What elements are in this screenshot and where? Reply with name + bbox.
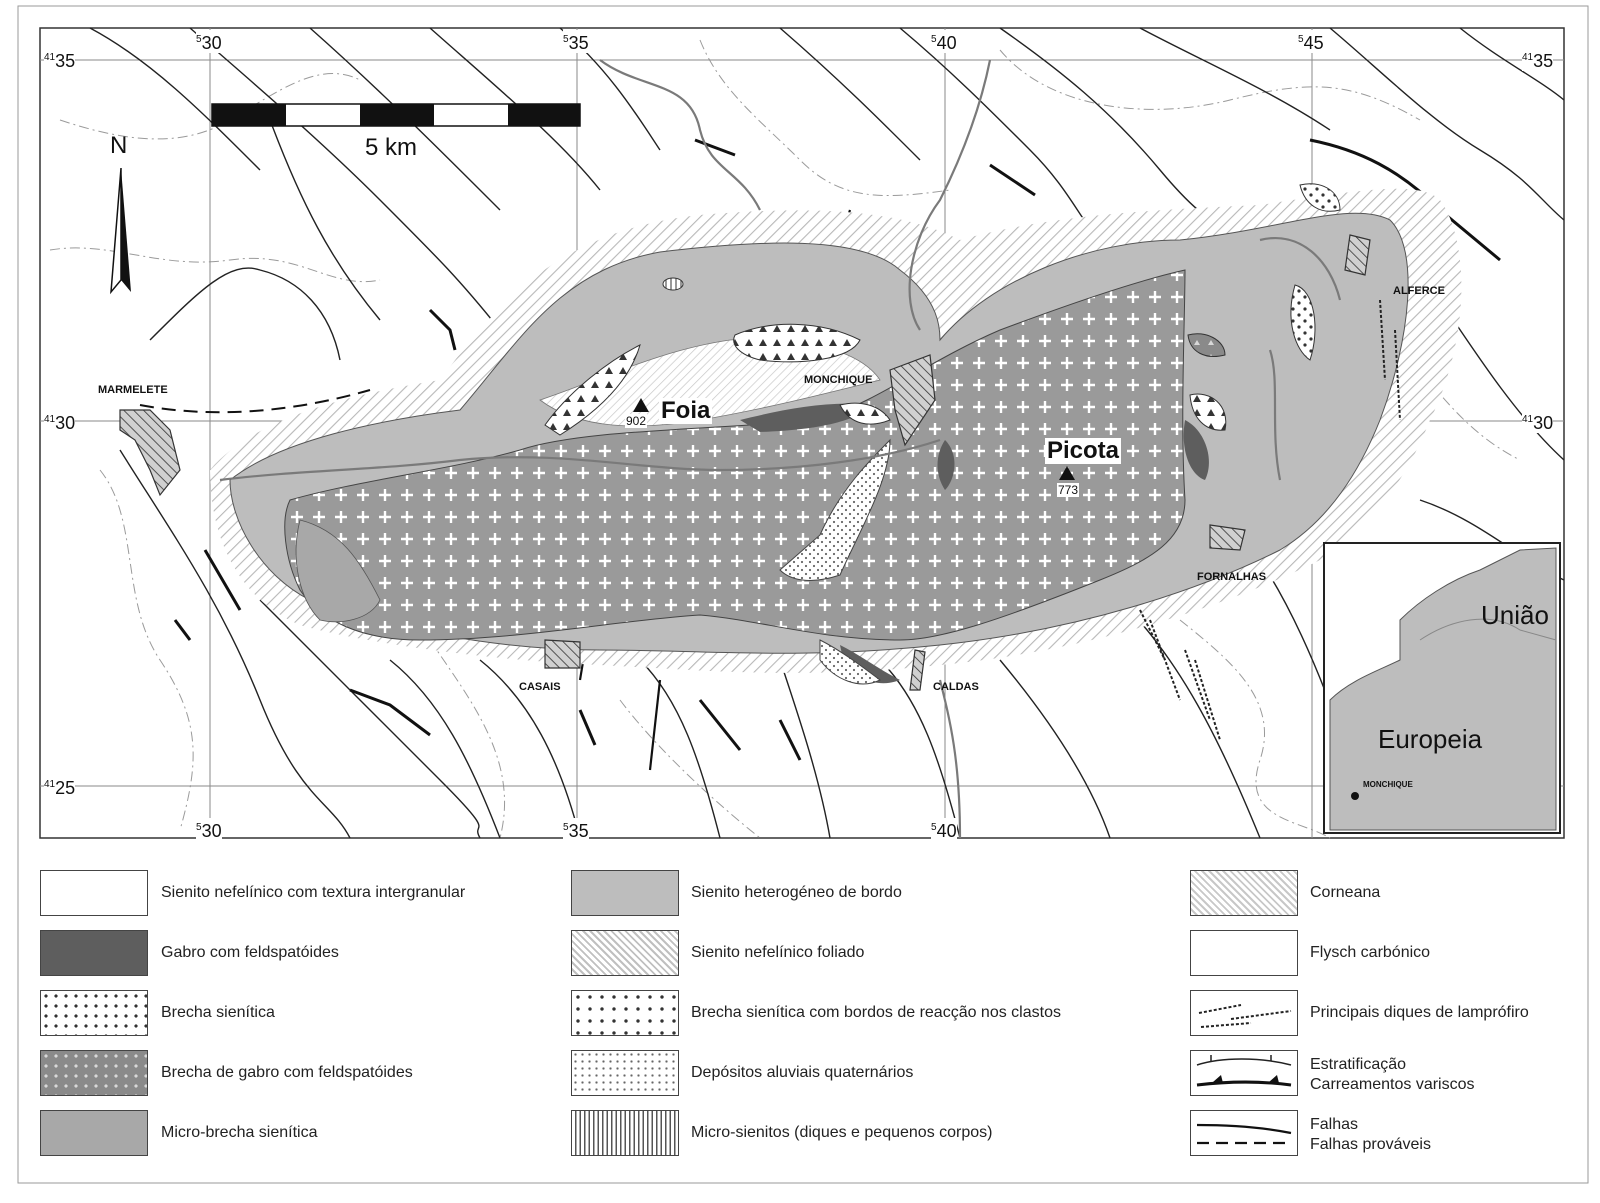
grid-x-bottom-2-superscript: 5	[931, 822, 937, 833]
grid-x-top-2	[931, 30, 957, 53]
picota-name: Picota	[1047, 437, 1120, 464]
scale-bar	[212, 104, 580, 126]
legend-label-3-2: Flysch carbónico	[1310, 944, 1431, 961]
grid-y-left-0	[44, 48, 75, 71]
grid-x-top-3-superscript: 5	[1298, 34, 1304, 45]
swatch-lamprophyre	[1190, 990, 1298, 1036]
north-label: N	[110, 132, 128, 159]
grid-x-bottom-0	[196, 818, 222, 841]
legend-label-1-2: Gabro com feldspatóides	[161, 944, 339, 961]
grid-y-left-2-superscript: 41	[44, 779, 56, 790]
monchique-location-icon	[1351, 792, 1359, 800]
legend-label-1-3: Brecha sienítica	[161, 1004, 275, 1021]
grid-x-bottom-1	[563, 818, 589, 841]
legend-label-3-3: Principais diques de lamprófiro	[1310, 1004, 1529, 1021]
alferce-body	[1345, 235, 1370, 275]
legend-label-3-5b: Falhas prováveis	[1310, 1136, 1431, 1153]
grid-y-right-1-superscript: 41	[1522, 414, 1534, 425]
swatch-micro-breccia	[40, 1110, 148, 1156]
fornalhas-body	[1210, 525, 1245, 550]
swatch-gabbro-breccia	[40, 1050, 148, 1096]
swatch-faults	[1190, 1110, 1298, 1156]
grid-x-top-3	[1298, 30, 1324, 53]
micro-syenite-body	[663, 278, 683, 290]
grid-x-top-2-superscript: 5	[931, 34, 937, 45]
grid-y-right-1	[1522, 410, 1553, 433]
inset-locator-map	[1324, 543, 1560, 833]
grid-x-bottom-0-number: 30	[201, 821, 222, 841]
grid-x-top-0-superscript: 5	[196, 34, 202, 45]
place-casais: CASAIS	[519, 681, 561, 693]
grid-x-bottom-2	[931, 818, 957, 841]
grid-y-left-1-superscript: 41	[44, 414, 56, 425]
scale-label: 5 km	[365, 134, 418, 161]
casais-body	[545, 640, 580, 668]
legend-label-3-4: Estratificação	[1310, 1056, 1407, 1073]
grid-x-top-1	[563, 30, 589, 53]
swatch-gabbro	[40, 930, 148, 976]
grid-y-left-2	[44, 775, 75, 798]
grid-y-right-0-number: 35	[1533, 51, 1554, 71]
grid-x-top-0-number: 30	[201, 33, 222, 53]
grid-x-top-2-number: 40	[936, 33, 957, 53]
legend-label-2-4: Depósitos aluviais quaternários	[691, 1064, 914, 1081]
swatch-hornfels	[1190, 870, 1298, 916]
grid-x-top-1-superscript: 5	[563, 34, 569, 45]
legend-label-1-1: Sienito nefelínico com textura intergranular	[161, 884, 466, 901]
grid-y-left-1-number: 30	[55, 413, 76, 433]
swatch-heterogeneous-syenite	[571, 870, 679, 916]
grid-x-bottom-2-number: 40	[936, 821, 957, 841]
grid-y-left-2-number: 25	[55, 778, 76, 798]
legend-label-1-5: Micro-brecha sienítica	[161, 1124, 318, 1141]
picota-elevation: 773	[1058, 483, 1079, 497]
grid-x-bottom-0-superscript: 5	[196, 822, 202, 833]
place-monchique: MONCHIQUE	[804, 374, 873, 386]
grid-y-left-0-number: 35	[55, 51, 76, 71]
legend-label-2-2: Sienito nefelínico foliado	[691, 944, 865, 961]
grid-y-right-0-superscript: 41	[1522, 52, 1534, 63]
inset-label-uniao: União	[1481, 600, 1549, 630]
inset-label-europeia: Europeia	[1378, 724, 1483, 754]
legend-label-3-1: Corneana	[1310, 884, 1381, 901]
swatch-intergranular-syenite	[40, 870, 148, 916]
place-fornalhas: FORNALHAS	[1197, 571, 1267, 583]
swatch-micro-syenite	[571, 1110, 679, 1156]
legend-label-1-4: Brecha de gabro com feldspatóides	[161, 1064, 413, 1081]
grid-y-right-1-number: 30	[1533, 413, 1554, 433]
place-alferce: ALFERCE	[1393, 285, 1445, 297]
grid-y-left-1	[44, 410, 75, 433]
place-caldas: CALDAS	[933, 681, 979, 693]
swatch-stratification-thrust	[1190, 1050, 1298, 1096]
swatch-reaction-breccia	[571, 990, 679, 1036]
inset-monchique-label: MONCHIQUE	[1363, 780, 1413, 789]
legend-label-3-5: Falhas	[1310, 1116, 1359, 1133]
swatch-flysch	[1190, 930, 1298, 976]
swatch-foliated-syenite	[571, 930, 679, 976]
grid-y-left-0-superscript: 41	[44, 52, 56, 63]
grid-y-right-0	[1522, 48, 1553, 71]
grid-x-bottom-1-number: 35	[568, 821, 589, 841]
grid-x-top-1-number: 35	[568, 33, 589, 53]
grid-x-bottom-1-superscript: 5	[563, 822, 569, 833]
grid-x-top-3-number: 45	[1303, 33, 1324, 53]
legend-label-2-1: Sienito heterogéneo de bordo	[691, 884, 902, 901]
swatch-syenitic-breccia	[40, 990, 148, 1036]
grid-x-top-0	[196, 30, 222, 53]
foia-elevation: 902	[626, 414, 647, 428]
legend-label-3-4b: Carreamentos variscos	[1310, 1076, 1475, 1093]
place-marmelete: MARMELETE	[98, 384, 168, 396]
legend-label-2-5: Micro-sienitos (diques e pequenos corpos)	[691, 1124, 993, 1141]
foia-name: Foia	[661, 397, 711, 424]
legend-label-2-3: Brecha sienítica com bordos de reacção nos clastos	[691, 1004, 1061, 1021]
swatch-alluvial	[571, 1050, 679, 1096]
